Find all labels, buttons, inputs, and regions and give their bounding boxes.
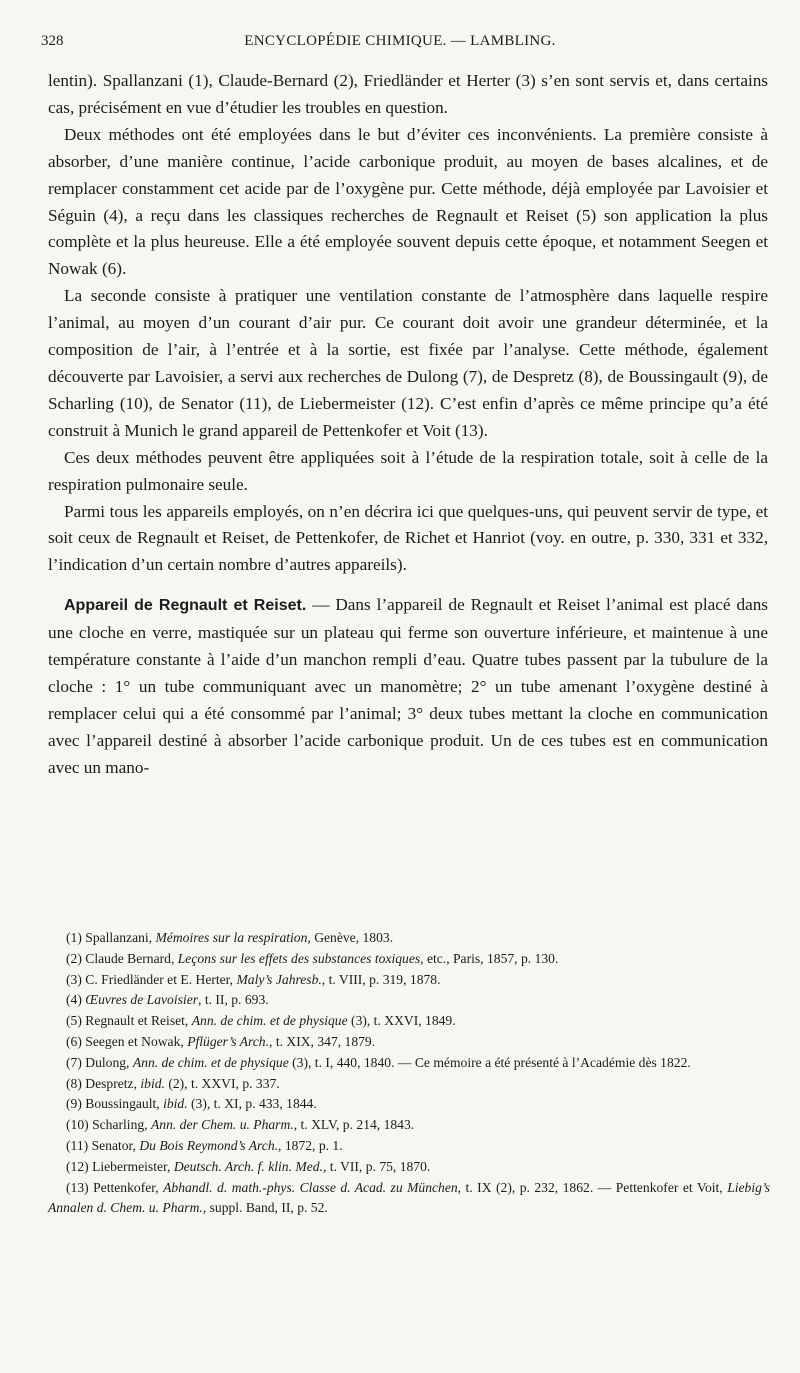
footnote: (1) Spallanzani, Mémoires sur la respiration, Genève, 1803. bbox=[66, 930, 394, 945]
footnote: (12) Liebermeister, Deutsch. Arch. f. klin. Med., t. VII, p. 75, 1870. bbox=[66, 1158, 431, 1174]
page-number: 328 bbox=[41, 33, 64, 49]
paragraph: La seconde consiste à pratiquer une ventilation constante de l’atmosphère dans laquelle respire l’animal, au moyen d’un courant d’air pur. Ce courant doit avoir une grandeur déterminée, et la composition de l’air, à l’entrée et à la sortie, est fixée par l’analyse. Cette méthode, également découverte par Lavoisier, a servi aux recherches de Dulong (7), de Despretz (8), de Boussingault (9), de Scharling (10), de Senator (11), de Liebermeister (12). C’est enfin d’après ce même principe qu’a été construit à Munich le grand appareil de Pettenkofer et Voit (13). bbox=[48, 286, 768, 440]
section-text: — Dans l’appareil de Regnault et Reiset l’animal est placé dans une cloche en verre, mastiquée sur un plateau qui ferme son ouverture inférieure, et maintenue à une température constante à l’aide d’un manchon rempli d’eau. Quatre tubes passent par la tubulure de la cloche : 1° un tube communiquant avec un manomètre; 2° un tube amenant l’oxygène destiné à remplacer celui qui a été consommé par l’animal; 3° deux tubes mettant la cloche en communication avec l’appareil destiné à absorber l’acide carbonique produit. Un de ces tubes est en communication avec un mano- bbox=[48, 595, 768, 777]
paragraph: lentin). Spallanzani (1), Claude-Bernard (2), Friedländer et Herter (3) s’en sont servis et, dans certains cas, précisément en vue d’étudier les troubles en question. bbox=[48, 71, 768, 117]
footnote: (11) Senator, Du Bois Reymond’s Arch., 1872, p. 1. bbox=[66, 1137, 343, 1153]
paragraph: Parmi tous les appareils employés, on n’en décrira ici que quelques-uns, qui peuvent servir de type, et soit ceux de Regnault et Reiset, de Pettenkofer, de Richet et Hanriot (voy. en outre, p. 330, 331 et 332, l’indication d’un certain nombre d’autres appareils). bbox=[48, 501, 768, 575]
footnote: (5) Regnault et Reiset, Ann. de chim. et de physique (3), t. XXVI, 1849. bbox=[66, 1013, 456, 1029]
section-paragraph bbox=[48, 592, 768, 781]
footnote: (8) Despretz, ibid. (2), t. XXVI, p. 337. bbox=[66, 1075, 280, 1091]
footnote: (10) Scharling, Ann. der Chem. u. Pharm., t. XLV, p. 214, 1843. bbox=[66, 1117, 415, 1133]
paragraph: Ces deux méthodes peuvent être appliquées soit à l’étude de la respiration totale, soit à celle de la respiration pulmonaire seule. bbox=[48, 447, 768, 494]
section-title: Appareil de Regnault et Reiset. bbox=[64, 597, 307, 615]
footnote: (7) Dulong, Ann. de chim. et de physique (3), t. I, 440, 1840. — Ce mémoire a été présenté à l’Académie dès 1822. bbox=[66, 1054, 691, 1070]
footnote: (2) Claude Bernard, Leçons sur les effets des substances toxiques, etc., Paris, 1857, p. 130. bbox=[66, 950, 559, 966]
body-text bbox=[48, 68, 768, 782]
footnote: (13) Pettenkofer, Abhandl. d. math.-phys. Classe d. Acad. zu München, t. IX (2), p. 232, 1862. — Pettenkofer et Voit, Liebig’s Annalen d. Chem. u. Pharm., suppl. Band, II, p. 52. bbox=[48, 1179, 770, 1216]
footnote: (9) Boussingault, ibid. (3), t. XI, p. 433, 1844. bbox=[66, 1096, 317, 1112]
paragraph: Deux méthodes ont été employées dans le but d’éviter ces inconvénients. La première consiste à absorber, d’une manière continue, l’acide carbonique produit, au moyen de bases alcalines, et de remplacer constamment cet acide par de l’oxygène pur. Cette méthode, déjà employée par Lavoisier et Séguin (4), a reçu dans les classiques recherches de Regnault et Reiset (5) son application la plus complète et la plus heureuse. Elle a été employée souvent depuis cette époque, et notamment Seegen et Nowak (6). bbox=[48, 124, 768, 279]
footnotes bbox=[48, 928, 770, 1219]
running-title: ENCYCLOPÉDIE CHIMIQUE. — LAMBLING. bbox=[244, 33, 556, 49]
footnote: (6) Seegen et Nowak, Pflüger’s Arch., t. XIX, 347, 1879. bbox=[66, 1033, 376, 1049]
page-header bbox=[0, 33, 800, 57]
footnote: (3) C. Friedländer et E. Herter, Maly’s Jahresb., t. VIII, p. 319, 1878. bbox=[66, 971, 441, 987]
footnote: (4) Œuvres de Lavoisier, t. II, p. 693. bbox=[66, 992, 269, 1008]
